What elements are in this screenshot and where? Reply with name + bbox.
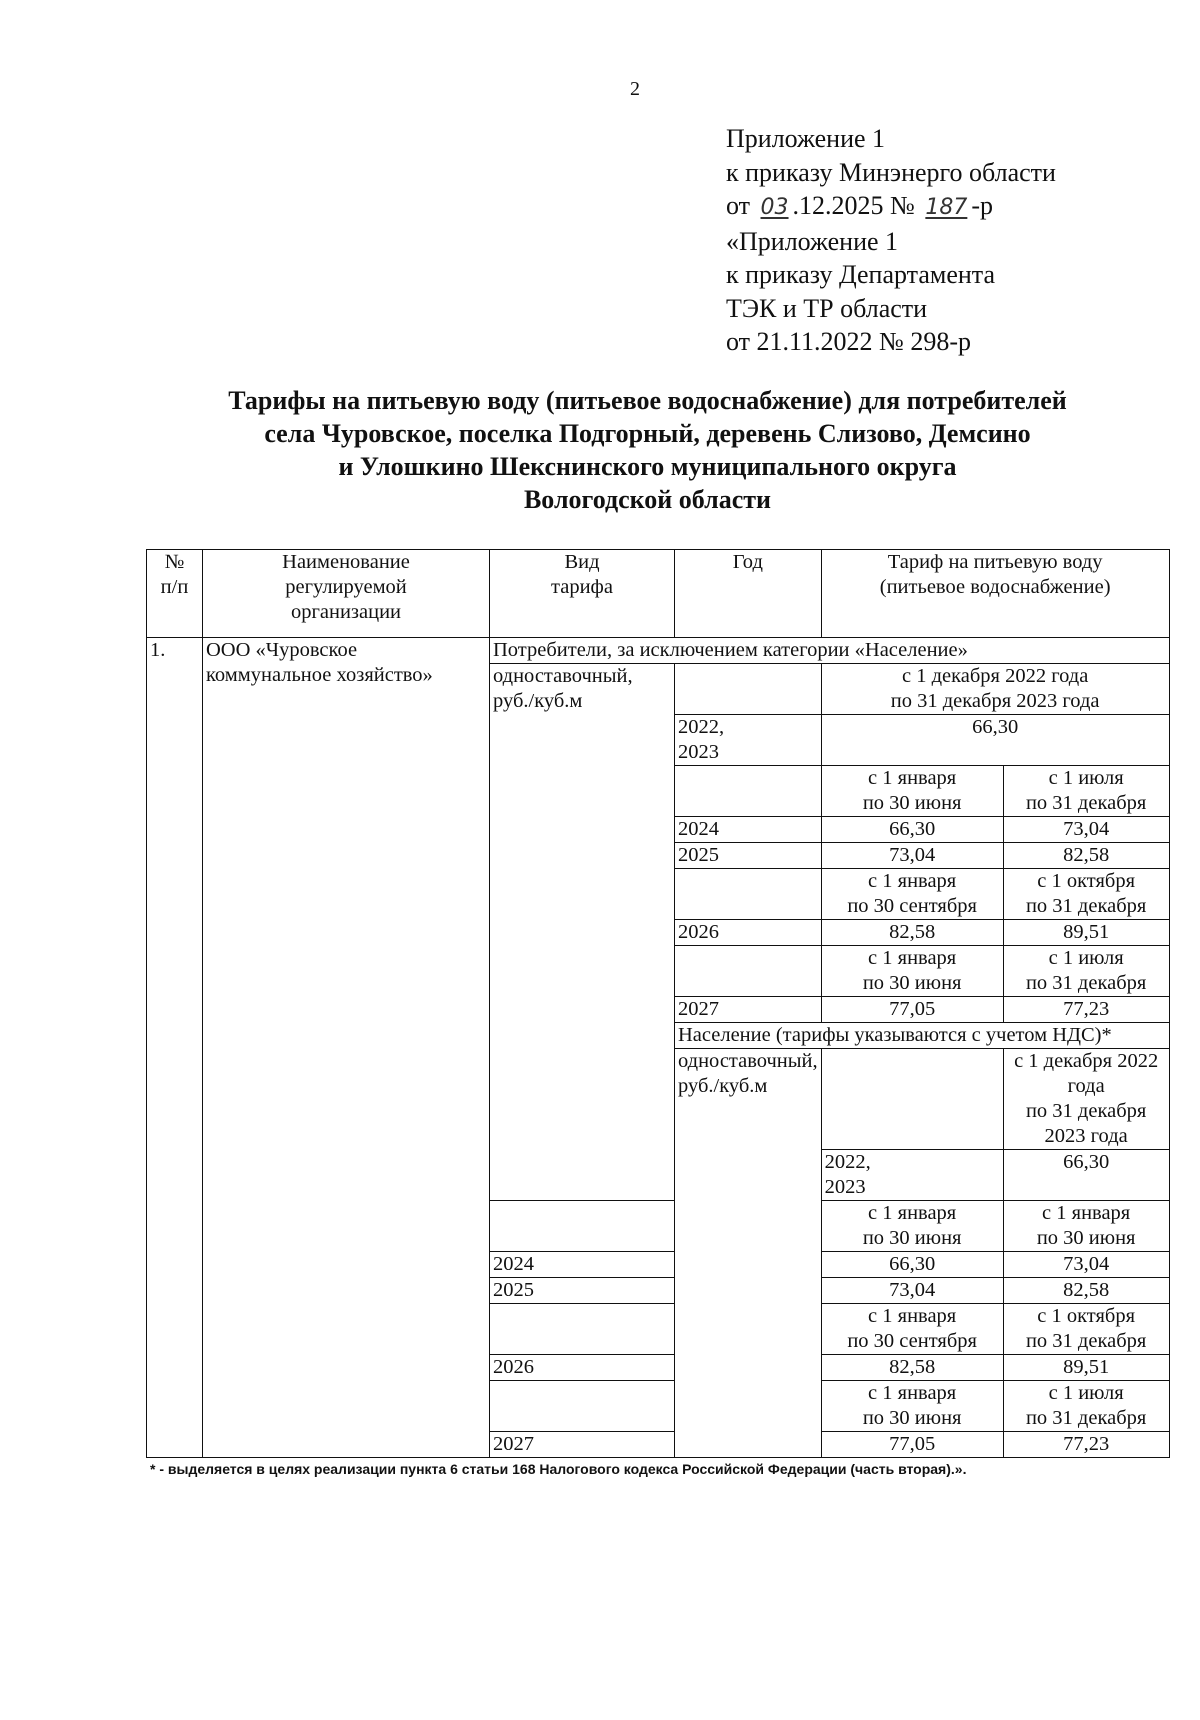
period-cell: с 1 января по 30 июня (821, 1201, 1003, 1252)
period-cell: с 1 октября по 31 декабря (1003, 1304, 1169, 1355)
document-title (130, 384, 1165, 516)
year-cell: 2026 (675, 920, 822, 946)
value-cell: 77,05 (821, 997, 1003, 1023)
tariff-type: одноставочный, руб./куб.м (490, 664, 675, 1201)
value-cell: 73,04 (1003, 817, 1169, 843)
period-cell: с 1 декабря 2022 года по 31 декабря 2023 года (1003, 1049, 1169, 1150)
year-cell: 2024 (490, 1252, 675, 1278)
year-cell: 2027 (490, 1432, 675, 1458)
year-cell: 2026 (490, 1355, 675, 1381)
header-num: № п/п (147, 550, 203, 638)
value-cell: 77,23 (1003, 1432, 1169, 1458)
period-cell: с 1 января по 30 сентября (821, 869, 1003, 920)
period-cell: с 1 июля по 31 декабря (1003, 1381, 1169, 1432)
empty-cell (490, 1381, 675, 1432)
tariff-table (146, 549, 1170, 1458)
year-cell: 2025 (675, 843, 822, 869)
value-cell: 66,30 (821, 1252, 1003, 1278)
title-line: Вологодской области (523, 485, 772, 514)
tariff-type: одноставочный, руб./куб.м (675, 1049, 822, 1458)
period-cell: с 1 января по 30 июня (821, 1381, 1003, 1432)
empty-cell (675, 946, 822, 997)
value-cell: 73,04 (821, 843, 1003, 869)
header-type: Вид тарифа (490, 550, 675, 638)
year-cell: 2022, 2023 (821, 1150, 1003, 1201)
year-cell: 2024 (675, 817, 822, 843)
empty-cell (821, 1049, 1003, 1150)
empty-cell (675, 766, 822, 817)
appendix-line: Приложение 1 (726, 124, 886, 153)
empty-cell (675, 869, 822, 920)
appendix-line: ТЭК и ТР области (726, 293, 928, 323)
header-tariff: Тариф на питьевую воду (питьевое водоснабжение) (821, 550, 1169, 638)
period-cell: с 1 января по 30 июня (1003, 1201, 1169, 1252)
value-cell: 73,04 (1003, 1252, 1169, 1278)
header-org: Наименование регулируемой организации (203, 550, 490, 638)
title-line: села Чуровское, поселка Подгорный, деревень Слизово, Демсино (264, 419, 1031, 448)
handwritten-number: 187 (925, 195, 968, 220)
header-year: Год (675, 550, 822, 638)
period-cell: с 1 октября по 31 декабря (1003, 869, 1169, 920)
year-cell: 2025 (490, 1278, 675, 1304)
text: от (726, 191, 757, 220)
appendix-line: к приказу Минэнерго области (726, 157, 1056, 187)
value-cell: 77,23 (1003, 997, 1169, 1023)
table-row (147, 638, 1170, 664)
period-cell: с 1 декабря 2022 года по 31 декабря 2023 года (821, 664, 1169, 715)
empty-cell (490, 1304, 675, 1355)
period-cell: с 1 января по 30 сентября (821, 1304, 1003, 1355)
value-cell: 73,04 (821, 1278, 1003, 1304)
text: -р (971, 191, 994, 220)
value-cell: 82,58 (1003, 843, 1169, 869)
table-header-row (147, 550, 1170, 638)
appendix-date-line (726, 189, 1056, 225)
title-line: и Улошкино Шекснинского муниципального округа (338, 452, 957, 481)
handwritten-day: 03 (760, 195, 789, 220)
empty-cell (490, 1201, 675, 1252)
period-cell: с 1 января по 30 июня (821, 766, 1003, 817)
value-cell: 89,51 (1003, 1355, 1169, 1381)
period-cell: с 1 июля по 31 декабря (1003, 766, 1169, 817)
value-cell: 66,30 (821, 715, 1169, 766)
page-number: 2 (630, 78, 640, 100)
title-line: Тарифы на питьевую воду (питьевое водоснабжение) для потребителей (228, 386, 1067, 415)
category-label: Потребители, за исключением категории «Население» (490, 638, 1170, 664)
value-cell: 89,51 (1003, 920, 1169, 946)
value-cell: 82,58 (1003, 1278, 1169, 1304)
row-number: 1. (147, 638, 203, 1458)
org-name: ООО «Чуровское коммунальное хозяйство» (203, 638, 490, 1458)
appendix-block (726, 122, 1056, 359)
value-cell: 77,05 (821, 1432, 1003, 1458)
period-cell: с 1 июля по 31 декабря (1003, 946, 1169, 997)
text: .12.2025 № (792, 191, 922, 220)
appendix-line: от 21.11.2022 № 298-р (726, 327, 972, 356)
year-cell: 2027 (675, 997, 822, 1023)
appendix-line: к приказу Департамента (726, 260, 996, 289)
appendix-line: «Приложение 1 (726, 226, 899, 256)
value-cell: 82,58 (821, 1355, 1003, 1381)
empty-cell (675, 664, 822, 715)
period-cell: с 1 января по 30 июня (821, 946, 1003, 997)
value-cell: 66,30 (821, 817, 1003, 843)
value-cell: 66,30 (1003, 1150, 1169, 1201)
category-label: Население (тарифы указываются с учетом НДС)* (675, 1023, 1170, 1049)
footnote: * - выделяется в целях реализации пункта 6 статьи 168 Налогового кодекса Российской Федерации (часть вторая).». (150, 1461, 967, 1477)
year-cell: 2022, 2023 (675, 715, 822, 766)
value-cell: 82,58 (821, 920, 1003, 946)
